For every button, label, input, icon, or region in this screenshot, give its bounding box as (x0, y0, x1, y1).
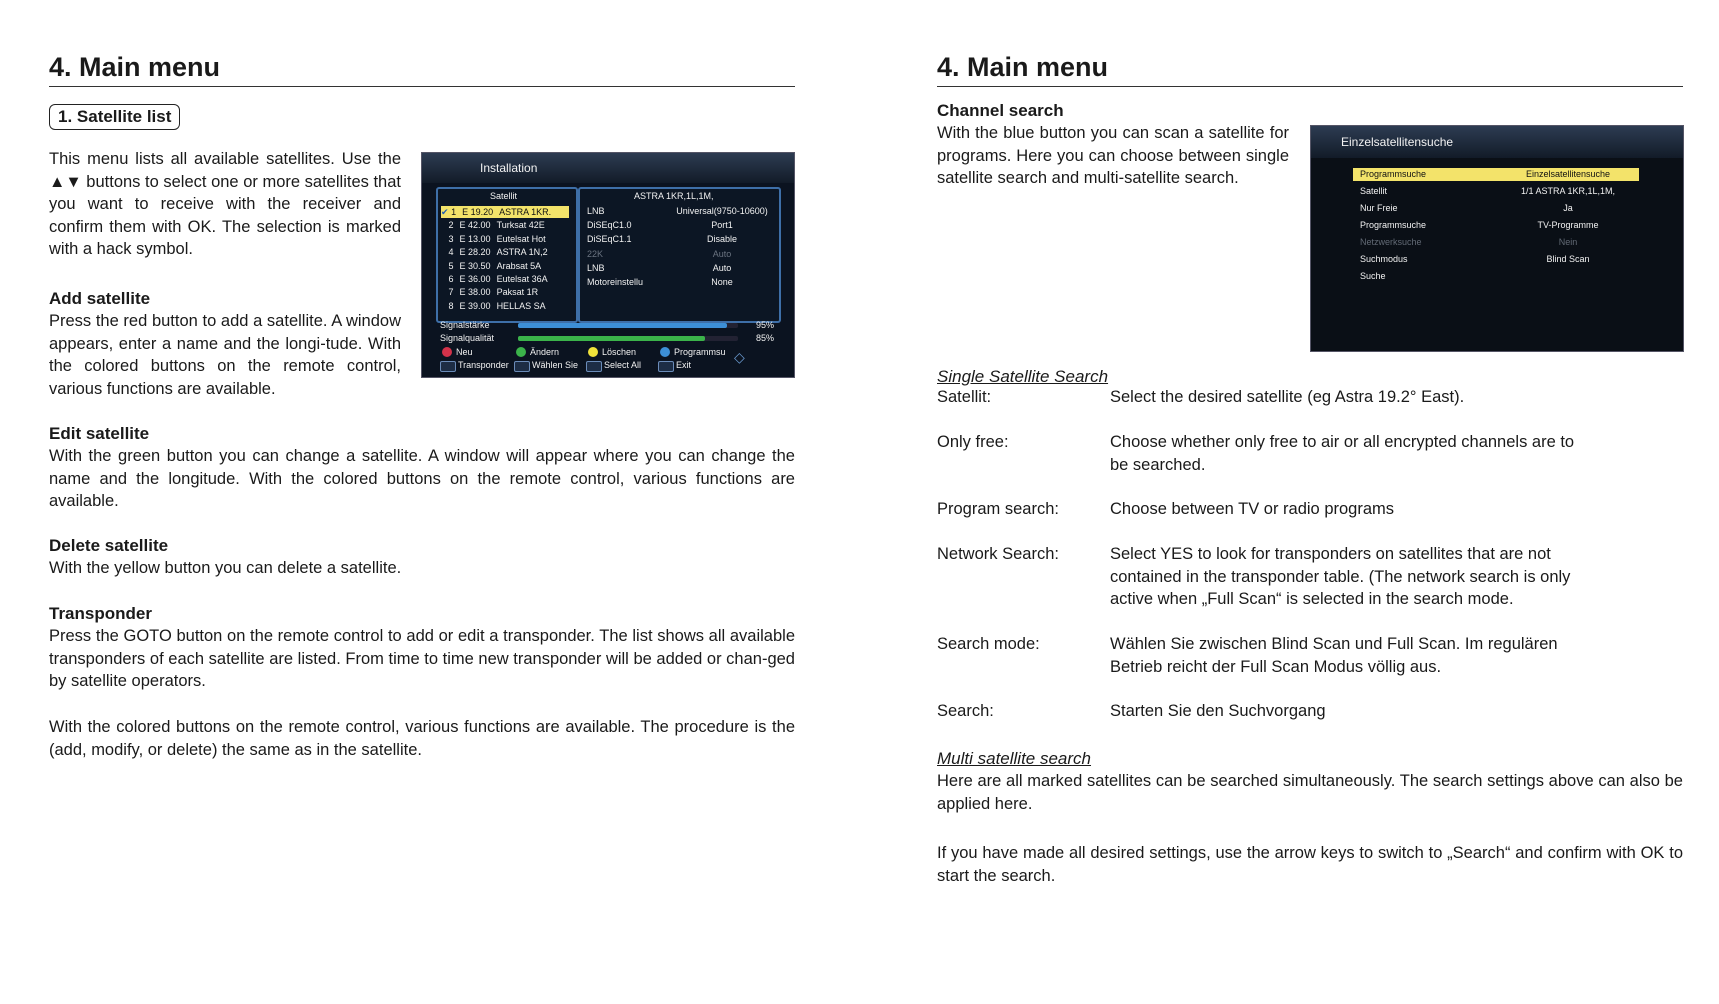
single-search-heading: Single Satellite Search (937, 367, 1109, 386)
closing-text: With the colored buttons on the remote control, various functions are available. The procedure is the (add, modify, or delete) the same as in the satellite. (49, 718, 795, 759)
satellite-pos: E 19.20 (462, 207, 494, 217)
search-option-row[interactable] (1353, 202, 1639, 215)
delete-text: With the yellow button you can delete a satellite. (49, 559, 402, 577)
setting-description: Starten Sie den Suchvorgang (1110, 702, 1326, 720)
satellite-name: ASTRA 1N,2 (496, 247, 548, 258)
search-screen-title: Einzelsatellitensuche (1341, 135, 1454, 149)
signal-quality-label: Signalqualität (440, 333, 495, 343)
channel-search-heading: Channel search (937, 101, 1064, 120)
satellite-name: Eutelsat Hot (496, 233, 546, 244)
satellite-pos: E 30.50 (459, 260, 491, 271)
edit-text: With the green button you can change a satellite. A window will appear where you can change the name and the longitude. With the colored buttons on the remote control, various functions are available. (49, 447, 795, 510)
satellite-pos: E 13.00 (459, 233, 491, 244)
edit-satellite-section (49, 423, 795, 513)
satellite-name: Arabsat 5A (496, 260, 542, 271)
search-option-value: Blind Scan (1546, 254, 1590, 264)
satellite-num: 5 (448, 260, 454, 271)
screen-title: Installation (480, 161, 538, 175)
transponder-text: Press the GOTO button on the remote control to add or edit a transponder. The list shows all available transponders of each satellite are listed. From time to time new transponder will be added or chan-ged by satellite operators. (49, 627, 795, 690)
satellite-num: 6 (448, 274, 454, 284)
key-wahlen: Wählen Sie (532, 360, 579, 370)
search-option-row[interactable] (1353, 236, 1639, 249)
satellite-name: HELLAS SA (496, 300, 546, 311)
select-all-key-icon (586, 361, 602, 372)
page-title: 4. Main menu (937, 50, 1683, 87)
satellite-pos: E 38.00 (459, 287, 491, 298)
search-option-label: Suche (1360, 271, 1386, 281)
transponder-heading: Transponder (49, 604, 152, 623)
check-icon: ✔ (441, 207, 449, 217)
search-option-value: TV-Programme (1537, 220, 1599, 230)
satellite-name: Eutelsat 36A (496, 274, 548, 284)
satellite-num: 7 (448, 287, 454, 298)
blue-button-icon (660, 347, 670, 357)
satellite-row[interactable] (441, 219, 569, 231)
satellite-row[interactable] (441, 273, 569, 285)
detail-header: ASTRA 1KR,1L,1M, (634, 191, 714, 201)
search-option-row[interactable] (1353, 219, 1639, 232)
detail-value[interactable]: Auto (712, 262, 732, 273)
left-page (49, 0, 795, 1004)
yellow-button-icon (588, 347, 598, 357)
search-option-value: Einzelsatellitensuche (1525, 169, 1611, 179)
detail-label: LNB (587, 206, 605, 216)
transponder-section (49, 603, 795, 693)
search-option-row[interactable] (1353, 253, 1639, 266)
search-option-label: Netzwerksuche (1360, 237, 1422, 247)
satellite-list-pane (436, 187, 578, 323)
detail-value[interactable]: Port1 (711, 220, 733, 231)
detail-value[interactable]: Universal(9750-10600) (676, 206, 768, 216)
button-programmsuche: Programmsu (674, 347, 726, 357)
exit-key-icon (658, 361, 674, 372)
signal-strength-track (518, 323, 738, 328)
search-option-row[interactable] (1353, 270, 1639, 283)
installation-screen (421, 152, 795, 378)
signal-strength-label: Signalstärke (440, 320, 490, 330)
signal-quality-fill (518, 336, 705, 341)
search-screen (1310, 125, 1684, 352)
multi-search-text: Here are all marked satellites can be searched simultaneously. The search settings above can also be applied here. (937, 772, 1683, 813)
satellite-row[interactable] (441, 246, 569, 258)
satellite-num: 8 (448, 300, 454, 311)
setting-description: Select the desired satellite (eg Astra 19.2° East). (1110, 388, 1465, 406)
detail-value[interactable]: Disable (706, 234, 737, 245)
search-option-label: Suchmodus (1360, 254, 1408, 264)
final-text: If you have made all desired settings, use the arrow keys to switch to „Search“ and confirm with OK to start the search. (937, 844, 1683, 885)
arrows-icon: ◇ (734, 349, 745, 365)
right-page (937, 0, 1683, 1004)
signal-quality-track (518, 336, 738, 341)
satellite-pos: E 36.00 (459, 274, 491, 284)
setting-label: Satellit: (937, 388, 992, 406)
edit-heading: Edit satellite (49, 424, 150, 443)
satellite-row[interactable] (441, 300, 569, 312)
setting-label: Search mode: (937, 635, 1040, 653)
search-option-value: Ja (1563, 203, 1573, 213)
delete-heading: Delete satellite (49, 536, 169, 555)
satellite-row[interactable] (441, 286, 569, 298)
channel-search-section (937, 100, 1289, 190)
add-heading: Add satellite (49, 289, 151, 308)
search-option-row[interactable] (1353, 168, 1639, 181)
red-button-icon (442, 347, 452, 357)
goto-key-icon (440, 361, 456, 372)
signal-strength-value: 95% (756, 320, 775, 330)
search-option-label: Programmsuche (1360, 169, 1427, 179)
search-option-value: 1/1 ASTRA 1KR,1L,1M, (1520, 186, 1616, 196)
signal-quality-value: 85% (756, 333, 775, 343)
satellite-name: Turksat 42E (496, 220, 545, 231)
green-button-icon (516, 347, 526, 357)
satellite-pos: E 28.20 (459, 247, 491, 258)
multi-search-heading: Multi satellite search (937, 749, 1092, 768)
detail-label: 22K (587, 248, 604, 259)
setting-description: Choose between TV or radio programs (1110, 500, 1395, 518)
setting-label: Only free: (937, 433, 1009, 451)
satellite-num: 1 (451, 207, 457, 217)
detail-value[interactable]: Auto (712, 248, 732, 259)
satellite-pos: E 42.00 (459, 220, 491, 231)
detail-label: LNB (587, 262, 605, 273)
channel-search-text: With the blue button you can scan a satellite for programs. Here you can choose between single satellite search and multi-satellite search. (937, 124, 1289, 187)
search-option-label: Programmsuche (1360, 220, 1427, 230)
satellite-num: 2 (448, 220, 454, 231)
detail-value[interactable]: None (711, 277, 733, 287)
intro-text: This menu lists all available satellites. Use the ▲▼ buttons to select one or more satellites that you want to receive with the receiver and confirm them with OK. The selection is marked with a hack symbol. (49, 150, 401, 258)
button-neu: Neu (456, 347, 473, 357)
search-option-row[interactable] (1353, 185, 1639, 198)
satellite-row[interactable] (441, 233, 569, 245)
satellite-pos: E 39.00 (459, 300, 491, 311)
satellite-num: 4 (448, 247, 454, 258)
setting-description: Choose whether only free to air or all encrypted channels are to be searched. (1110, 433, 1575, 474)
setting-description: Select YES to look for transponders on satellites that are not contained in the transponder table. (The network search is only active when „Full Scan“ is selected in the search mode. (1110, 545, 1571, 608)
setting-label: Program search: (937, 500, 1059, 518)
search-option-value: Nein (1558, 237, 1578, 247)
detail-label: Motoreinstellu (587, 277, 644, 287)
satellite-row[interactable] (441, 260, 569, 272)
search-option-label: Nur Freie (1360, 203, 1398, 213)
add-satellite-section (49, 288, 401, 400)
search-option-label: Satellit (1360, 186, 1388, 196)
setting-label: Search: (937, 702, 994, 720)
satellite-row[interactable] (441, 206, 569, 218)
ok-key-icon (514, 361, 530, 372)
button-loschen: Löschen (602, 347, 637, 357)
list-header: Satellit (490, 191, 518, 201)
detail-label: DiSEqC1.1 (587, 234, 632, 245)
satellite-name: Paksat 1R (496, 287, 539, 298)
satellite-detail-pane (578, 187, 781, 323)
setting-label: Network Search: (937, 545, 1059, 563)
add-text: Press the red button to add a satellite. A window appears, enter a name and the longi-tude. With the colored buttons on the remote control, various functions are available. (49, 312, 401, 398)
page-title: 4. Main menu (49, 50, 795, 87)
section-label: 1. Satellite list (49, 104, 180, 130)
detail-label: DiSEqC1.0 (587, 220, 632, 231)
key-select-all: Select All (604, 360, 642, 370)
key-transponder: Transponder (458, 360, 509, 370)
setting-description: Wählen Sie zwischen Blind Scan und Full Scan. Im regulären Betrieb reicht der Full Scan Modus völlig aus. (1110, 635, 1558, 676)
button-andern: Ändern (530, 347, 560, 357)
delete-satellite-section (49, 535, 795, 580)
satellite-num: 3 (448, 233, 454, 244)
satellite-name: ASTRA 1KR. (499, 207, 552, 217)
signal-strength-fill (518, 323, 727, 328)
key-exit: Exit (676, 360, 692, 370)
